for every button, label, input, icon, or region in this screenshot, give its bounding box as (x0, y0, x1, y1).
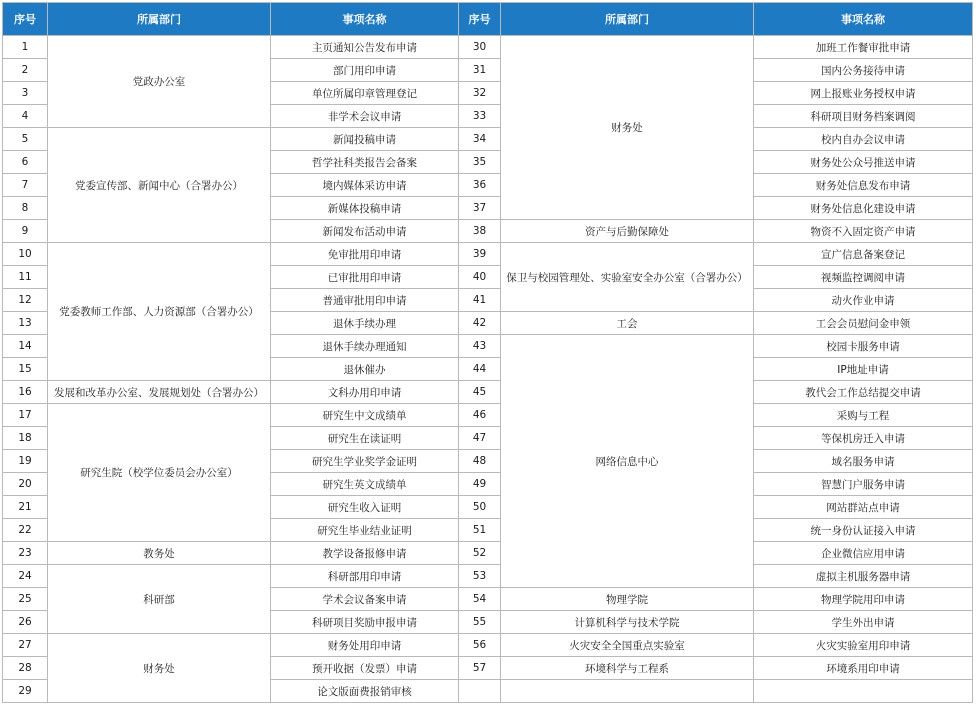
right-item-name: 采购与工程 (754, 404, 973, 427)
header-no-left: 序号 (3, 3, 48, 36)
right-item-name: 教代会工作总结提交申请 (754, 381, 973, 404)
left-row-number: 7 (3, 174, 48, 197)
header-item-left: 事项名称 (271, 3, 459, 36)
left-row-number: 18 (3, 427, 48, 450)
left-item-name: 新闻投稿申请 (271, 128, 459, 151)
right-row-number: 57 (459, 657, 501, 680)
left-row-number: 8 (3, 197, 48, 220)
header-dept-right: 所属部门 (501, 3, 754, 36)
right-department-cell: 计算机科学与技术学院 (501, 611, 754, 634)
left-item-name: 学术会议备案申请 (271, 588, 459, 611)
left-row-number: 19 (3, 450, 48, 473)
right-row-number: 52 (459, 542, 501, 565)
left-item-name: 研究生英文成绩单 (271, 473, 459, 496)
left-department-cell: 财务处 (48, 634, 271, 703)
right-row-number: 40 (459, 266, 501, 289)
right-item-name: 等保机房迁入申请 (754, 427, 973, 450)
right-item-name: 财务处信息发布申请 (754, 174, 973, 197)
right-row-number: 35 (459, 151, 501, 174)
left-row-number: 24 (3, 565, 48, 588)
table-row (3, 381, 973, 404)
right-item-name: 校内自办会议申请 (754, 128, 973, 151)
right-row-number: 47 (459, 427, 501, 450)
right-row-number: 42 (459, 312, 501, 335)
right-item-name: 统一身份认证接入申请 (754, 519, 973, 542)
right-row-number: 53 (459, 565, 501, 588)
left-item-name: 主页通知公告发布申请 (271, 36, 459, 59)
right-row-number: 55 (459, 611, 501, 634)
right-item-name: 物资不入固定资产申请 (754, 220, 973, 243)
right-item-name: 域名服务申请 (754, 450, 973, 473)
left-row-number: 2 (3, 59, 48, 82)
right-row-number: 36 (459, 174, 501, 197)
left-item-name: 财务处用印申请 (271, 634, 459, 657)
header-no-right: 序号 (459, 3, 501, 36)
right-item-name: 加班工作餐审批申请 (754, 36, 973, 59)
left-item-name: 非学术会议申请 (271, 105, 459, 128)
right-row-number: 33 (459, 105, 501, 128)
left-item-name: 单位所属印章管理登记 (271, 82, 459, 105)
left-item-name: 哲学社科类报告会备案 (271, 151, 459, 174)
left-row-number: 10 (3, 243, 48, 266)
left-item-name: 新闻发布活动申请 (271, 220, 459, 243)
left-department-cell: 研究生院（校学位委员会办公室） (48, 404, 271, 542)
left-row-number: 15 (3, 358, 48, 381)
right-department-cell: 火灾安全全国重点实验室 (501, 634, 754, 657)
right-item-name: 学生外出申请 (754, 611, 973, 634)
left-row-number: 25 (3, 588, 48, 611)
left-row-number: 21 (3, 496, 48, 519)
right-item-name: 科研项目财务档案调阅 (754, 105, 973, 128)
left-row-number: 16 (3, 381, 48, 404)
right-item-name: 火灾实验室用印申请 (754, 634, 973, 657)
right-item-name: 智慧门户服务申请 (754, 473, 973, 496)
left-row-number: 17 (3, 404, 48, 427)
right-department-cell: 环境科学与工程系 (501, 657, 754, 680)
left-item-name: 免审批用印申请 (271, 243, 459, 266)
left-row-number: 22 (3, 519, 48, 542)
right-item-name: 工会会员慰问金申领 (754, 312, 973, 335)
left-row-number: 23 (3, 542, 48, 565)
left-row-number: 11 (3, 266, 48, 289)
left-row-number: 6 (3, 151, 48, 174)
right-row-number: 32 (459, 82, 501, 105)
left-item-name: 研究生学业奖学金证明 (271, 450, 459, 473)
table-row (3, 128, 973, 151)
right-department-cell: 资产与后勤保障处 (501, 220, 754, 243)
right-item-name: 宣广信息备案登记 (754, 243, 973, 266)
left-row-number: 9 (3, 220, 48, 243)
header-row (3, 3, 973, 36)
left-item-name: 已审批用印申请 (271, 266, 459, 289)
right-item-name: 网上报账业务授权申请 (754, 82, 973, 105)
right-item-name: 网站群站点申请 (754, 496, 973, 519)
matters-table (2, 2, 973, 703)
left-department-cell: 科研部 (48, 565, 271, 634)
left-item-name: 科研项目奖励申报申请 (271, 611, 459, 634)
left-item-name: 预开收据（发票）申请 (271, 657, 459, 680)
left-item-name: 研究生在读证明 (271, 427, 459, 450)
right-row-number: 45 (459, 381, 501, 404)
right-item-name: IP地址申请 (754, 358, 973, 381)
right-row-number: 30 (459, 36, 501, 59)
header-item-right: 事项名称 (754, 3, 973, 36)
right-row-number: 39 (459, 243, 501, 266)
left-department-cell: 党委宣传部、新闻中心（合署办公） (48, 128, 271, 243)
right-row-number: 50 (459, 496, 501, 519)
left-item-name: 科研部用印申请 (271, 565, 459, 588)
matters-table-wrapper (2, 2, 972, 703)
right-item-name (754, 680, 973, 703)
right-row-number: 31 (459, 59, 501, 82)
right-row-number: 48 (459, 450, 501, 473)
right-item-name: 动火作业申请 (754, 289, 973, 312)
right-row-number: 38 (459, 220, 501, 243)
table-row (3, 36, 973, 59)
left-row-number: 1 (3, 36, 48, 59)
table-row (3, 542, 973, 565)
left-row-number: 29 (3, 680, 48, 703)
right-item-name: 视频监控调阅申请 (754, 266, 973, 289)
right-item-name: 财务处信息化建设申请 (754, 197, 973, 220)
table-body (3, 36, 973, 703)
table-row (3, 565, 973, 588)
right-row-number: 44 (459, 358, 501, 381)
left-item-name: 退休手续办理通知 (271, 335, 459, 358)
right-row-number: 56 (459, 634, 501, 657)
right-row-number: 49 (459, 473, 501, 496)
left-row-number: 26 (3, 611, 48, 634)
right-item-name: 校园卡服务申请 (754, 335, 973, 358)
table-row (3, 243, 973, 266)
left-row-number: 12 (3, 289, 48, 312)
right-row-number: 54 (459, 588, 501, 611)
left-item-name: 部门用印申请 (271, 59, 459, 82)
right-item-name: 财务处公众号推送申请 (754, 151, 973, 174)
right-row-number: 51 (459, 519, 501, 542)
right-department-cell: 网络信息中心 (501, 335, 754, 588)
table-row (3, 404, 973, 427)
left-item-name: 退休手续办理 (271, 312, 459, 335)
left-item-name: 论文版面费报销审核 (271, 680, 459, 703)
right-department-cell: 物理学院 (501, 588, 754, 611)
right-item-name: 物理学院用印申请 (754, 588, 973, 611)
left-department-cell: 发展和改革办公室、发展规划处（合署办公） (48, 381, 271, 404)
left-row-number: 13 (3, 312, 48, 335)
left-item-name: 境内媒体采访申请 (271, 174, 459, 197)
left-row-number: 5 (3, 128, 48, 151)
left-department-cell: 党委教师工作部、人力资源部（合署办公） (48, 243, 271, 381)
left-row-number: 20 (3, 473, 48, 496)
left-item-name: 研究生中文成绩单 (271, 404, 459, 427)
right-row-number (459, 680, 501, 703)
left-item-name: 退休催办 (271, 358, 459, 381)
header-dept-left: 所属部门 (48, 3, 271, 36)
right-row-number: 34 (459, 128, 501, 151)
left-row-number: 14 (3, 335, 48, 358)
left-item-name: 研究生收入证明 (271, 496, 459, 519)
left-row-number: 27 (3, 634, 48, 657)
right-row-number: 37 (459, 197, 501, 220)
right-row-number: 41 (459, 289, 501, 312)
left-row-number: 3 (3, 82, 48, 105)
right-item-name: 企业微信应用申请 (754, 542, 973, 565)
right-department-cell: 工会 (501, 312, 754, 335)
right-row-number: 43 (459, 335, 501, 358)
left-department-cell: 党政办公室 (48, 36, 271, 128)
left-row-number: 4 (3, 105, 48, 128)
table-row (3, 634, 973, 657)
right-department-cell: 财务处 (501, 36, 754, 220)
left-department-cell: 教务处 (48, 542, 271, 565)
right-department-cell: 保卫与校园管理处、实验室安全办公室（合署办公） (501, 243, 754, 312)
right-department-cell (501, 680, 754, 703)
left-item-name: 普通审批用印申请 (271, 289, 459, 312)
left-row-number: 28 (3, 657, 48, 680)
left-item-name: 新媒体投稿申请 (271, 197, 459, 220)
left-item-name: 研究生毕业结业证明 (271, 519, 459, 542)
right-item-name: 环境系用印申请 (754, 657, 973, 680)
right-row-number: 46 (459, 404, 501, 427)
right-item-name: 国内公务接待申请 (754, 59, 973, 82)
right-item-name: 虚拟主机服务器申请 (754, 565, 973, 588)
left-item-name: 教学设备报修申请 (271, 542, 459, 565)
left-item-name: 文科办用印申请 (271, 381, 459, 404)
